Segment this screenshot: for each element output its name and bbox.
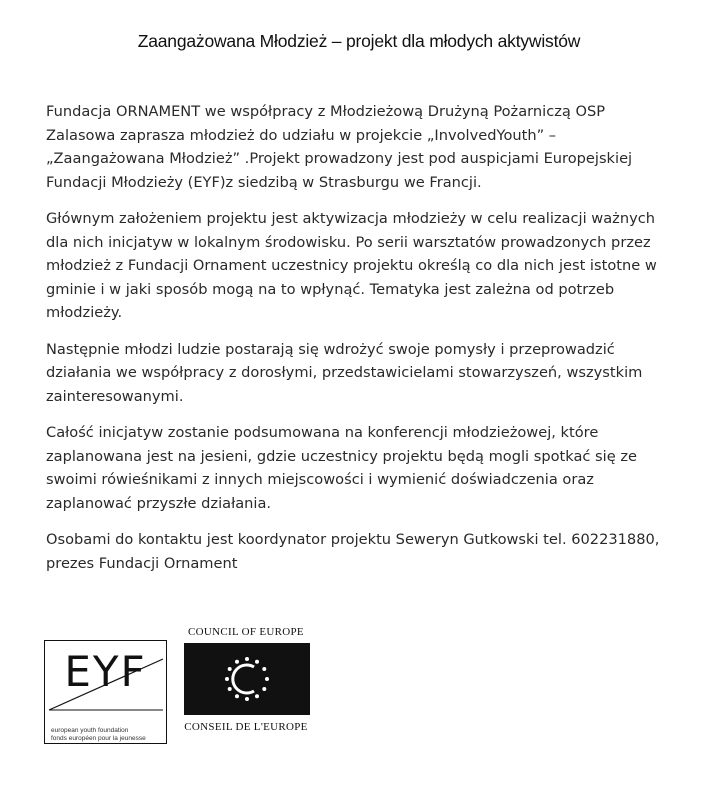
paragraph-intro: Fundacja ORNAMENT we współpracy z Młodzieżową Drużyną Pożarniczą OSP Zalasowa zaprasza młodzież do udziału w projekcie „InvolvedYouth” – „Zaangażowana Młodzież” .Projekt prowadzony jest pod auspicjami Europejskiej Fundacji Młodzieży (EYF)z siedzibą w Strasburgu we Francji. [46, 103, 633, 191]
logos-row [44, 624, 324, 754]
paragraph-conference: Całość inicjatyw zostanie podsumowana na konferencji młodzieżowej, które zaplanowana jest na jesieni, gdzie uczestnicy projektu będą mogli spotkać się ze swoimi rówieśnikami z innych miejscowości i wymienić doświadczenia oraz zaplanować przyszłe działania. [46, 424, 637, 512]
eyf-logo-subtitle-en: european youth foundation [51, 727, 129, 734]
paragraph-contact: Osobami do kontaktu jest koordynator projektu Seweryn Gutkowski tel. 602231880, prezes Fundacji Ornament [46, 531, 660, 572]
document-title: Zaangażowana Młodzież – projekt dla młodych aktywistów [137, 31, 581, 51]
coe-logo-title: COUNCIL OF EUROPE [188, 626, 304, 638]
eyf-logo-subtitle-fr: fonds européen pour la jeunesse [51, 735, 146, 742]
coe-logo-flag [184, 643, 310, 715]
eyf-logo-letters: EYF [64, 647, 147, 696]
paragraph-goal: Głównym założeniem projektu jest aktywizacja młodzieży w celu realizacji ważnych dla nich inicjatyw w lokalnym środowisku. Po serii warsztatów prowadzonych przez młodzież z Fundacji Ornament uczestnicy projektu określą co dla nich jest istotne w gminie i w jaki sposób mogą na to wpłynąć. Tematyka jest zależna od potrzeb młodzieży. [46, 210, 657, 321]
eyf-logo [44, 640, 167, 744]
coe-emblem-icon [184, 643, 310, 715]
document-body [46, 100, 666, 588]
paragraph-implementation: Następnie młodzi ludzie postarają się wdrożyć swoje pomysły i przeprowadzić działania we współpracy z dorosłymi, przedstawicielami stowarzyszeń, wszystkim zainteresowanymi. [46, 340, 643, 405]
coe-logo-subtitle: CONSEIL DE L'EUROPE [184, 721, 308, 733]
